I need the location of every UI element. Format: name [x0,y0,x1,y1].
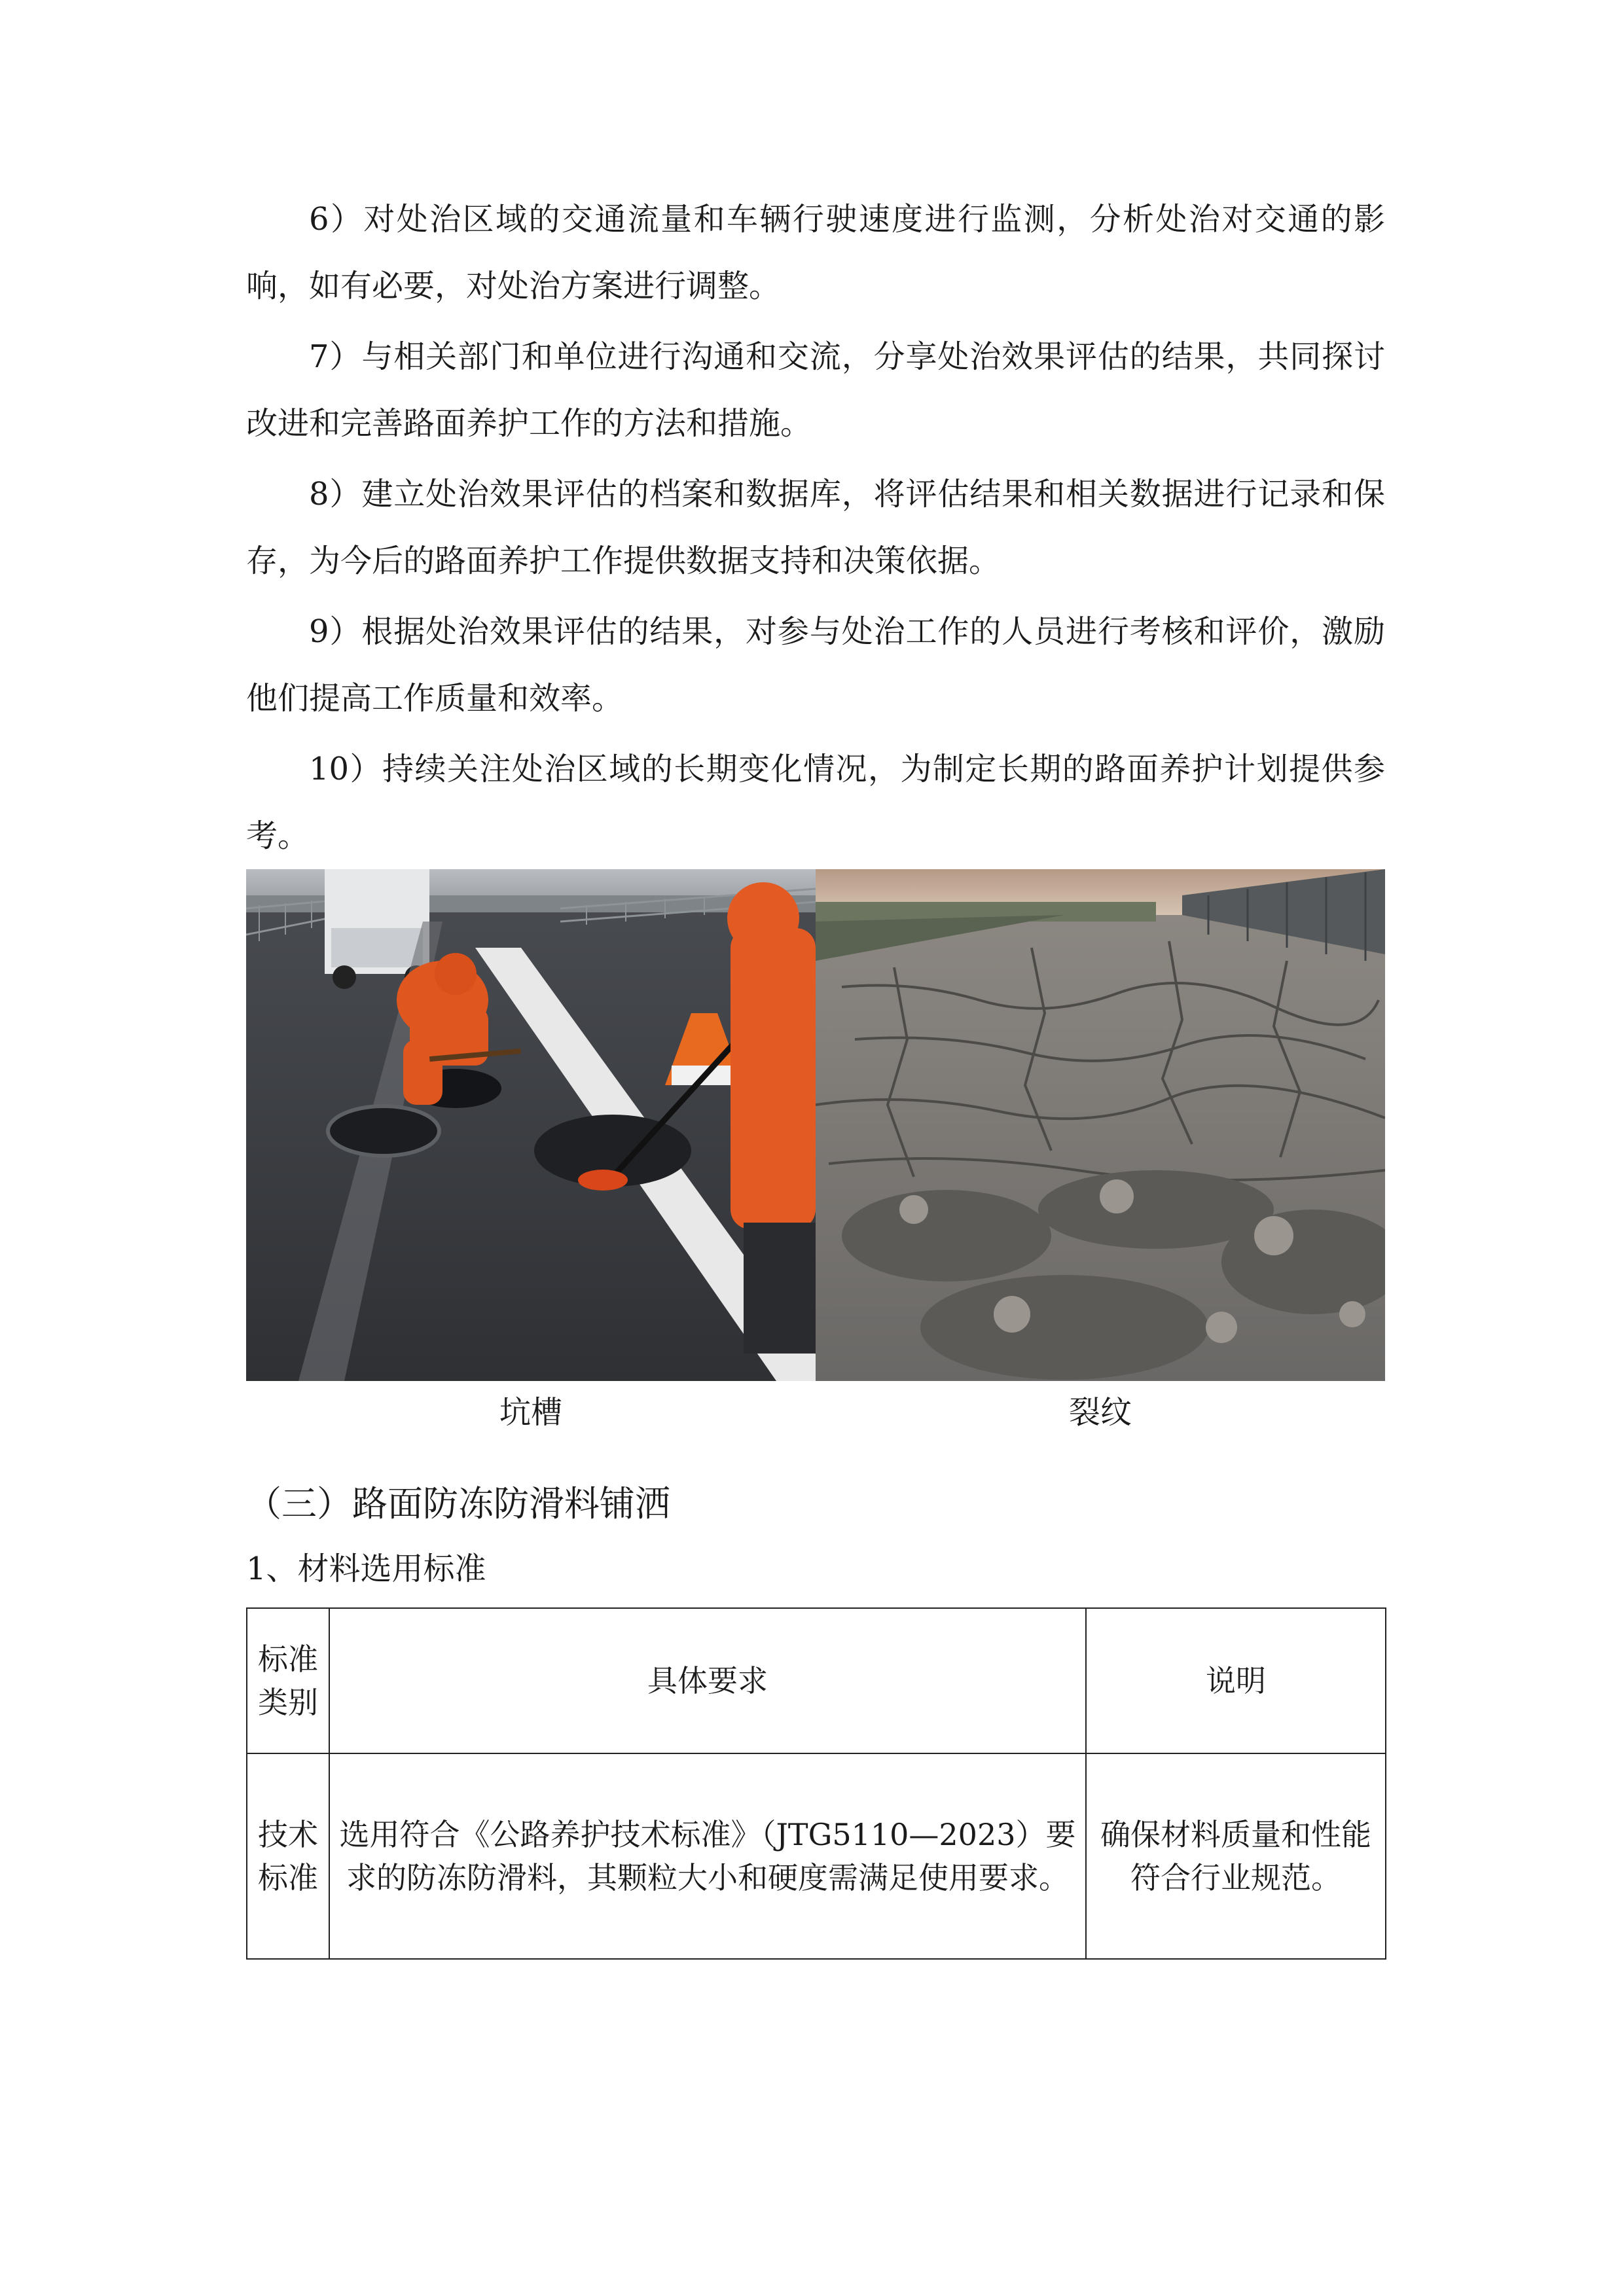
cell-requirements: 选用符合《公路养护技术标准》（JTG5110—2023）要求的防冻防滑料，其颗粒大小和硬度需满足使用要求。 [329,1753,1086,1959]
section-heading: （三）路面防冻防滑料铺洒 [246,1483,670,1524]
material-standard-table [246,1607,1386,1960]
pothole-caption: 坑槽 [499,1394,562,1431]
cell-description: 确保材料质量和性能符合行业规范。 [1086,1753,1386,1959]
paragraph-6: 6）对处治区域的交通流量和车辆行驶速度进行监测，分析处治对交通的影响，如有必要，对处治方案进行调整。 [246,201,1385,304]
crack-caption: 裂纹 [1068,1394,1132,1431]
pothole-photo [246,869,816,1381]
paragraph-8: 8）建立处治效果评估的档案和数据库，将评估结果和相关数据进行记录和保存，为今后的路面养护工作提供数据支持和决策依据。 [246,476,1385,579]
paragraph-10: 10）持续关注处治区域的长期变化情况，为制定长期的路面养护计划提供参考。 [246,751,1385,854]
header-standard-type: 标准类别 [247,1608,329,1753]
paragraph-9: 9）根据处治效果评估的结果，对参与处治工作的人员进行考核和评价，激励他们提高工作质量和效率。 [246,613,1385,717]
header-description: 说明 [1086,1608,1386,1753]
crack-photo [816,869,1385,1381]
paragraph-7: 7）与相关部门和单位进行沟通和交流，分享处治效果评估的结果，共同探讨改进和完善路面养护工作的方法和措施。 [246,338,1385,442]
cell-standard-type: 技术标准 [247,1753,329,1959]
table-header-row [247,1608,1386,1753]
table-row [247,1753,1386,1959]
header-requirements: 具体要求 [329,1608,1086,1753]
section-subheading: 1、材料选用标准 [246,1551,486,1587]
